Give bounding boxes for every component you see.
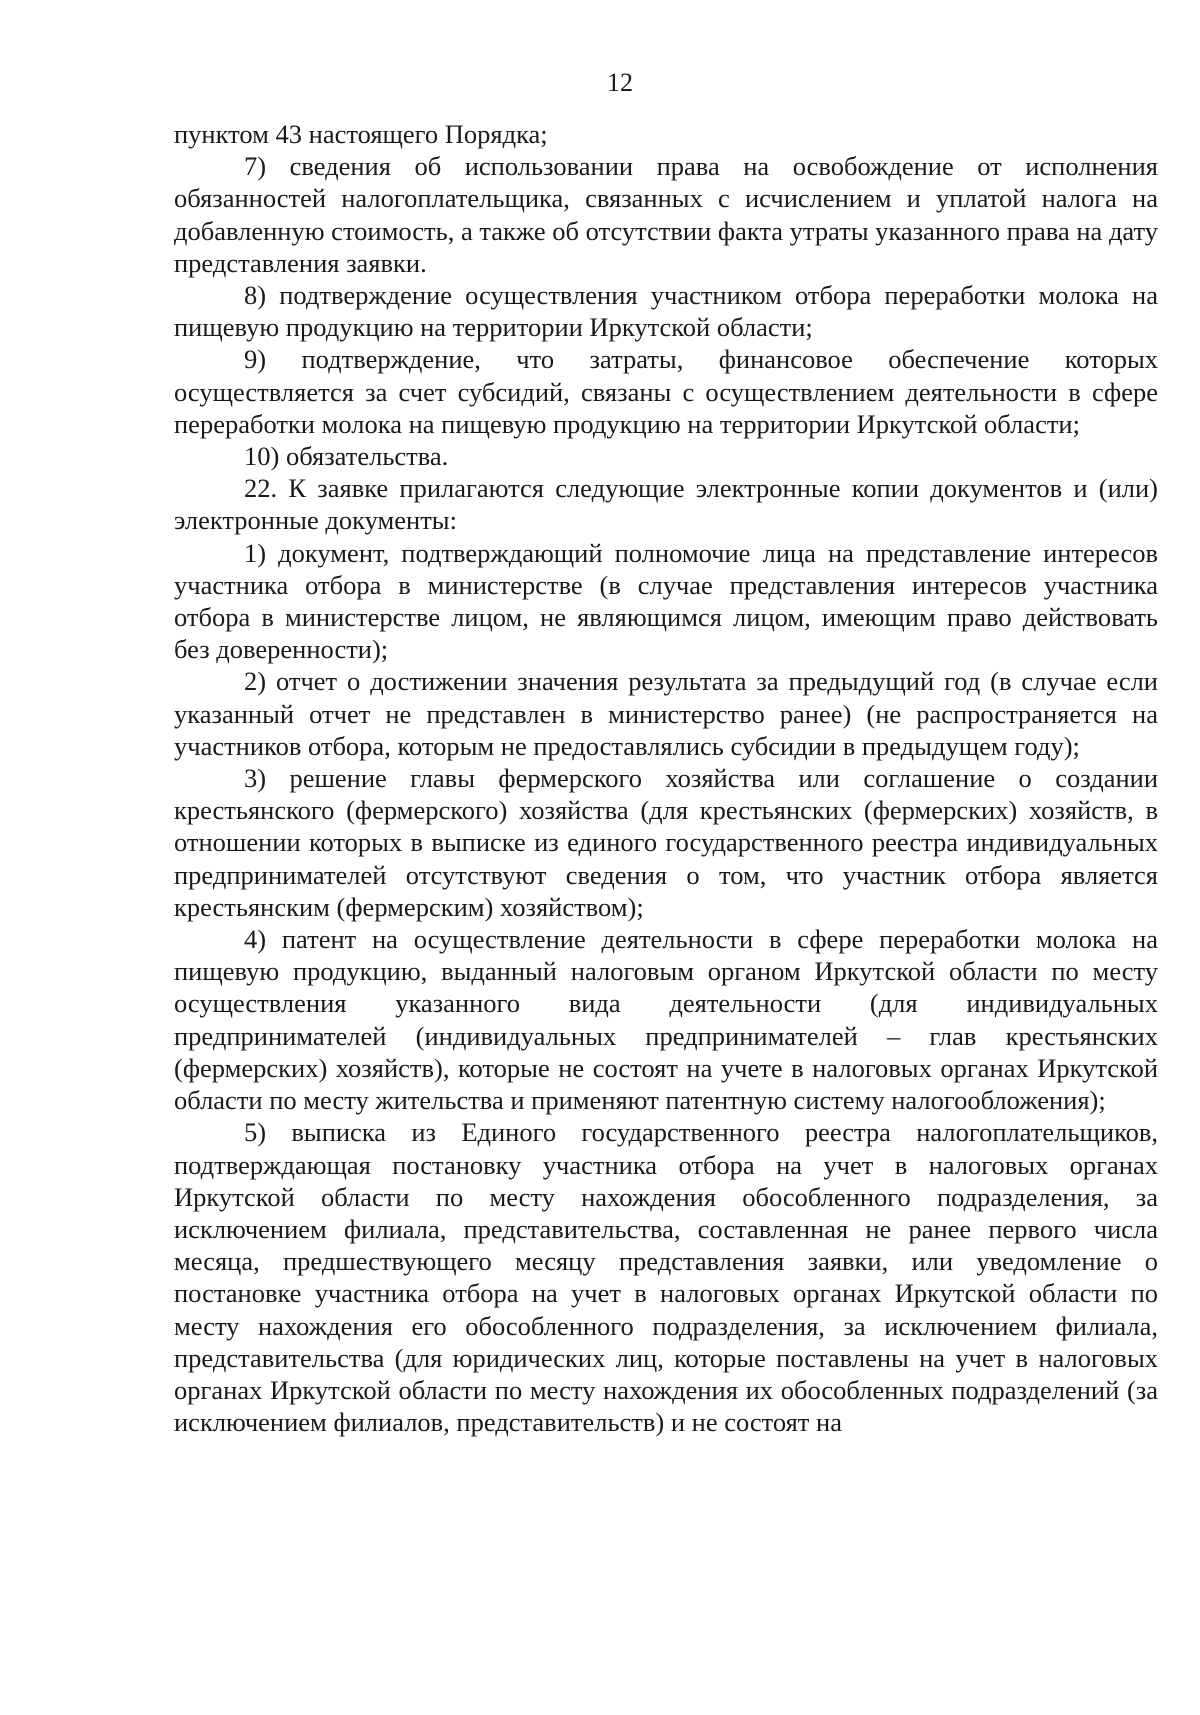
- paragraph-clause-22: 22. К заявке прилагаются следующие электронные копии документов и (или) электронные документы:: [174, 473, 1158, 536]
- paragraph-doc-5: 5) выписка из Единого государственного реестра налогоплательщиков, подтверждающая постановку участника отбора на учет в налоговых органах Иркутской области по месту нахождения обособленного подразделения, за исключением филиала, представительства, составленная не ранее первого числа месяца, предшествующего месяцу представления заявки, или уведомление о постановке участника отбора на учет в налоговых органах Иркутской области по месту нахождения его обособленного подразделения, за исключением филиала, представительства (для юридических лиц, которые поставлены на учет в налоговых органах Иркутской области по месту нахождения их обособленных подразделений (за исключением филиалов, представительств) и не состоят на: [174, 1117, 1158, 1438]
- document-body: [174, 118, 1158, 1438]
- paragraph-doc-1: 1) документ, подтверждающий полномочие лица на представление интересов участника отбора в министерстве (в случае представления интересов участника отбора в министерстве лицом, не являющимся лицом, имеющим право действовать без доверенности);: [174, 537, 1158, 665]
- paragraph-doc-4: 4) патент на осуществление деятельности в сфере переработки молока на пищевую продукцию, выданный налоговым органом Иркутской области по месту осуществления указанного вида деятельности (для индивидуальных предпринимателей (индивидуальных предпринимателей – глав крестьянских (фермерских) хозяйств), которые не состоят на учете в налоговых органах Иркутской области по месту жительства и применяют патентную систему налогообложения);: [174, 924, 1158, 1116]
- paragraph-continuation: пунктом 43 настоящего Порядка;: [174, 119, 548, 149]
- paragraph-item-7: 7) сведения об использовании права на освобождение от исполнения обязанностей налогоплательщика, связанных с исчислением и уплатой налога на добавленную стоимость, а также об отсутствии факта утраты указанного права на дату представления заявки.: [174, 151, 1158, 278]
- paragraph-item-10: 10) обязательства.: [244, 441, 449, 472]
- page-number: 12: [607, 68, 633, 97]
- paragraph-item-9: 9) подтверждение, что затраты, финансовое обеспечение которых осуществляется за счет субсидий, связаны с осуществлением деятельности в сфере переработки молока на пищевую продукцию на территории Иркутской области;: [174, 344, 1158, 439]
- paragraph-item-8: 8) подтверждение осуществления участником отбора переработки молока на пищевую продукцию на территории Иркутской области;: [174, 280, 1158, 343]
- paragraph-doc-2: 2) отчет о достижении значения результата за предыдущий год (в случае если указанный отчет не представлен в министерство ранее) (не распространяется на участников отбора, которым не предоставлялись субсидии в предыдущем году);: [174, 666, 1158, 761]
- paragraph-doc-3: 3) решение главы фермерского хозяйства или соглашение о создании крестьянского (фермерского) хозяйства (для крестьянских (фермерских) хозяйств, в отношении которых в выписке из единого государственного реестра индивидуальных предпринимателей отсутствуют сведения о том, что участник отбора является крестьянским (фермерским) хозяйством);: [174, 763, 1158, 922]
